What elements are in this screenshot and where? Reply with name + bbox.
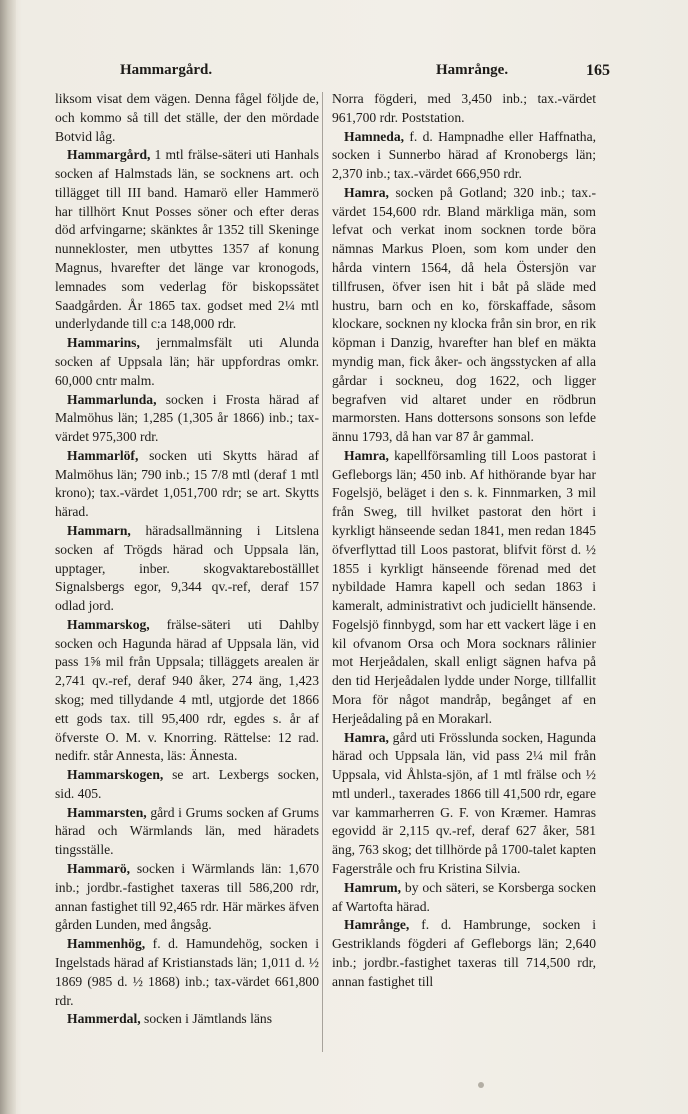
dictionary-entry bbox=[55, 804, 319, 860]
entry-text: by och säteri, se Korsberga socken af Wartofta härad. bbox=[332, 879, 596, 914]
page-binding-shadow bbox=[0, 0, 16, 1114]
dictionary-entry bbox=[55, 146, 319, 334]
entry-text: f. d. Hambrunge, socken i Gestriklands fögderi af Gefleborgs län; 2,640 inb.; jordbr.-fastighet taxeras till 714,500 rdr, annan fastighet till bbox=[332, 917, 596, 989]
entry-text: häradsallmänning i Litslena socken af Trögds härad och Uppsala län, upptager, inber. skogvaktareboställlet Signalsbergs egor, 9,344 qv.-ref, deraf 157 odlad jord. bbox=[55, 522, 319, 614]
dictionary-entry bbox=[332, 90, 596, 128]
entry-text: socken i Jämtlands läns bbox=[140, 1011, 273, 1027]
entry-headword: Hamrånge, bbox=[344, 917, 410, 933]
entry-text: Norra fögderi, med 3,450 inb.; tax.-värdet 961,700 rdr. Poststation. bbox=[332, 91, 596, 125]
entry-headword: Hamrum, bbox=[344, 879, 402, 895]
left-column bbox=[55, 90, 319, 1029]
entry-headword: Hammenhög, bbox=[67, 936, 146, 952]
entry-headword: Hammarn, bbox=[67, 522, 131, 538]
dictionary-entry bbox=[55, 616, 319, 766]
entry-headword: Hammargård, bbox=[67, 147, 151, 163]
entry-text: f. d. Hamundehög, socken i Ingelstads härad af Kristianstads län; 1,011 d. ½ 1869 (985 d. ½ 1868) inb.; tax-värdet 661,800 rdr. bbox=[55, 936, 319, 1008]
dictionary-entry bbox=[55, 1010, 319, 1029]
entry-headword: Hammarins, bbox=[67, 335, 140, 351]
dictionary-entry bbox=[332, 729, 596, 879]
entry-headword: Hammarö, bbox=[67, 861, 131, 877]
entry-headword: Hammarskog, bbox=[67, 616, 150, 632]
entry-text: 1 mtl frälse-säteri uti Hanhals socken af Halmstads län, se socknens art. och tillägget till III band. Hamarö eller Hammerö har tillhört Knut Posses söner och efter deras död arfvingarne; skänktes år 1352 till Skeninge nunnekloster, men utbyttes 1357 af konung Magnus, hvarefter det länge var kronogods, lemnades som vederlag för biskopssätet Saadgården. År 1865 tax. godset med 2¼ mtl underlydande till c:a 148,000 rdr. bbox=[55, 147, 319, 332]
dictionary-entry bbox=[55, 447, 319, 522]
entry-text: socken på Gotland; 320 inb.; tax.-värdet 154,600 rdr. Bland märkliga män, som lefvat och verkat inom socknen torde böra nämnas Markus Ploen, som kom under den hårda vintern 1564, då hela Östersjön var tillfrusen, öfver isen hit i båt på släde med hustru, barn och en ko, förskaffade, såsom klockare, socknen ny klocka från sin bror, en rik köpman i Danzig, hvarefter han blef en mäkta myndig man, fick åker- och ängsstycken af alla gårdar i sockneu, dog 1622, och ligger begrafven vid altaret under en rödbrun marmorsten. Hans dottersons sonsons son lefde ännu 1793, då han var 87 år gammal. bbox=[332, 184, 596, 445]
entry-headword: Hamra, bbox=[344, 729, 389, 745]
entry-headword: Hamneda, bbox=[344, 128, 405, 144]
header-left-headword: Hammargård. bbox=[120, 62, 213, 78]
dictionary-entry bbox=[55, 334, 319, 390]
entry-text: socken uti Skytts härad af Malmöhus län; 790 inb.; 15 7/8 mtl (deraf 1 mtl krono); tax.-värdet 1,051,700 rdr; se art. Skytts härad. bbox=[55, 447, 319, 520]
page-number: 165 bbox=[586, 62, 610, 79]
dictionary-entry bbox=[332, 447, 596, 729]
entry-text: gård uti Frösslunda socken, Hagunda härad och Uppsala län, vid pass 2¼ mil från Uppsala, vid Åhlsta-sjön, af 1 mtl frälse och ½ mtl underl., taxerades 1866 till 41,500 rdr, egare var kammarherren G. F. von Kræmer. Hamras egovidd är 2,115 qv.-ref, deraf 627 åker, 581 äng, 763 skog; det tillhörde på 1700-talet kapten Fagerstråle och fru Kristina Silvia. bbox=[332, 729, 596, 877]
entry-headword: Hammerdal, bbox=[67, 1011, 141, 1027]
dictionary-entry bbox=[55, 391, 319, 447]
page-footer-mark bbox=[478, 1082, 484, 1088]
right-column bbox=[332, 90, 596, 992]
dictionary-entry bbox=[55, 860, 319, 935]
entry-headword: Hammarlunda, bbox=[67, 391, 157, 407]
entry-text: liksom visat dem vägen. Denna fågel följde de, och kommo så till det ställe, der den mördade Botvid låg. bbox=[55, 91, 319, 144]
dictionary-entry bbox=[55, 90, 319, 146]
entry-text: frälse-säteri uti Dahlby socken och Hagunda härad af Uppsala län, vid pass 1⅝ mil från Uppsala; tilläggets arealen är 2,741 qv.-ref, deraf 940 åker, 274 äng, 1,423 skog; med tillydande 4 mtl, utgjorde det 1866 ett gods tax. till 95,400 rdr, egdes s. år af öfverste O. M. v. Knorring. Rättelse: 12 rad. nedifr. står Annesta, läs: Ännesta. bbox=[55, 616, 319, 764]
entry-text: se art. Lexbergs socken, sid. 405. bbox=[55, 767, 319, 801]
entry-text: socken i Frosta härad af Malmöhus län; 1,285 (1,305 år 1866) inb.; tax-värdet 975,300 rdr. bbox=[55, 391, 319, 445]
dictionary-entry bbox=[332, 916, 596, 991]
dictionary-entry bbox=[332, 879, 596, 917]
dictionary-entry bbox=[332, 184, 596, 447]
entry-text: jernmalmsfält uti Alunda socken af Uppsala län; här uppfordras omkr. 60,000 cntr malm. bbox=[55, 335, 319, 388]
entry-headword: Hamra, bbox=[344, 184, 389, 200]
dictionary-entry bbox=[55, 522, 319, 616]
entry-text: kapellförsamling till Loos pastorat i Gefleborgs län; 450 inb. Af hithörande byar har Fogelsjö, beläget i den s. k. Finnmarken, 3 mil från Sweg, till hvilket pastorat den hört i kyrkligt hänseende sedan 1841, men redan 1845 öfverflyttad till Loos pastorat, blifvit först d. ½ 1855 i kyrkligt hänseende förenad med det nybildade Hamra kapell och sedan 1863 i kameralt, administrativt och judiciellt hänsende. Fogelsjö finnbygd, som har ett vackert läge i en kil ofvanom Orsa och Mora socknars rålinier mot Herjeådalen, skall enligt sägnen hafva på den tid Herjeådalen lydde under Norge, tillfallit Mora för något mandråp, begånget af en Herjeådaling på en Morakarl. bbox=[332, 447, 596, 726]
running-header bbox=[60, 62, 648, 84]
column-divider bbox=[322, 92, 323, 1052]
entry-headword: Hamra, bbox=[344, 447, 389, 463]
entry-headword: Hammarsten, bbox=[67, 804, 147, 820]
dictionary-entry bbox=[55, 935, 319, 1010]
entry-headword: Hammarlöf, bbox=[67, 447, 139, 463]
dictionary-entry bbox=[55, 766, 319, 804]
entry-text: gård i Grums socken af Grums härad och Wärmlands län, med häradets tingsställe. bbox=[55, 804, 319, 858]
dictionary-entry bbox=[332, 128, 596, 184]
entry-text: socken i Wärmlands län: 1,670 inb.; jordbr.-fastighet taxeras till 586,200 rdr, annan fastighet till 92,465 rdr. Här märkes äfven gården Lunden, med ångsåg. bbox=[55, 861, 319, 933]
entry-text: f. d. Hampnadhe eller Haffnatha, socken i Sunnerbo härad af Kronobergs län; 2,370 inb.; tax.-värdet 666,950 rdr. bbox=[332, 128, 596, 182]
header-right-headword: Hamrånge. bbox=[436, 62, 509, 78]
entry-headword: Hammarskogen, bbox=[67, 767, 164, 783]
